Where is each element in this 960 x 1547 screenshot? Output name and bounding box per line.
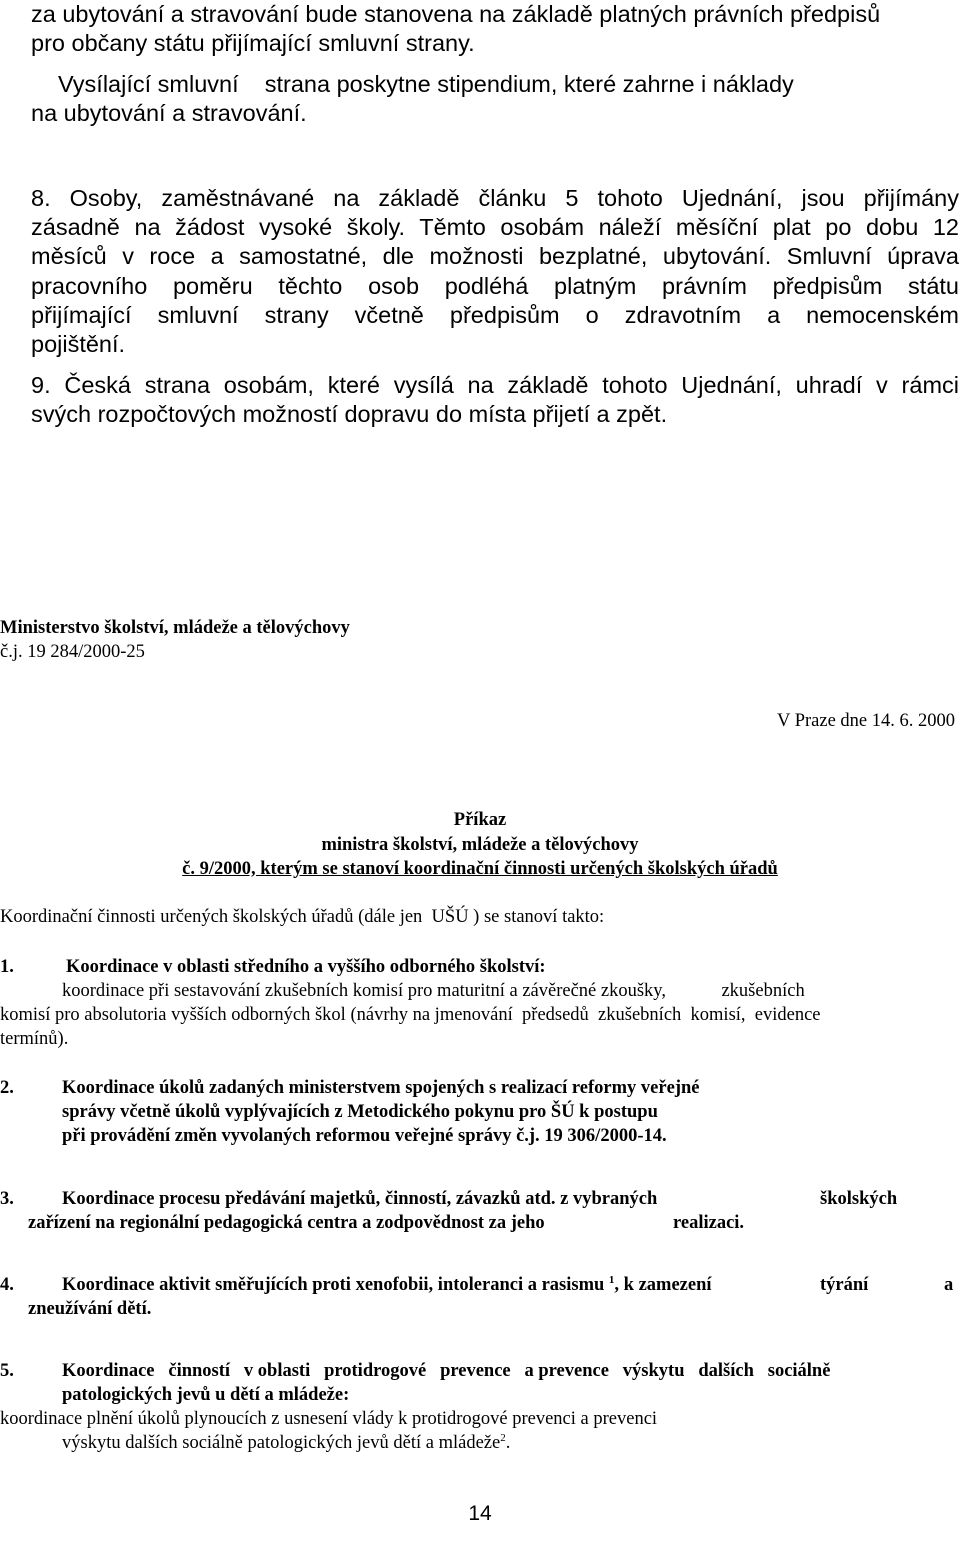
text-line: koordinace plnění úkolů plynoucích z usnesení vlády k protidrogové prevenci a prevenci bbox=[0, 1409, 658, 1429]
item-heading: zneužívání dětí. bbox=[28, 1299, 152, 1319]
item-heading: týrání bbox=[820, 1275, 869, 1295]
text-line: za ubytování a stravování bude stanovena na základě platných právních předpisů bbox=[31, 1, 881, 27]
item-heading: a bbox=[944, 1275, 954, 1295]
item-heading bbox=[62, 1273, 712, 1297]
heading-text: , k zamezení bbox=[614, 1275, 712, 1295]
text-line: svých rozpočtových možností dopravu do místa přijetí a zpět. bbox=[31, 401, 668, 427]
text-line: na ubytování a stravování. bbox=[31, 100, 307, 126]
title-line: Příkaz bbox=[453, 810, 507, 830]
heading-text: Koordinace aktivit směřujících proti xenofobii, intoleranci a rasismu bbox=[62, 1275, 605, 1295]
item-number: 5. bbox=[0, 1361, 14, 1381]
item-heading: patologických jevů u dětí a mládeže: bbox=[62, 1385, 350, 1405]
text-line: Vysílající smluvní strana poskytne stipendium, které zahrne i náklady bbox=[58, 71, 794, 97]
item-heading: školských bbox=[820, 1189, 898, 1209]
item-number: 3. bbox=[0, 1189, 14, 1209]
item-heading: Koordinace procesu předávání majetků, činností, závazků atd. z vybraných bbox=[62, 1189, 658, 1209]
text-line: přijímající smluvní strany včetně předpisům o zdravotním a nemocenském bbox=[31, 302, 959, 328]
text-line: pro občany státu přijímající smluvní strany. bbox=[31, 30, 475, 56]
intro-text: Koordinační činnosti určených školských úřadů (dále jen UŠÚ ) se stanoví takto: bbox=[0, 907, 605, 927]
item-heading: při provádění změn vyvolaných reformou veřejné správy č.j. 19 306/2000-14. bbox=[62, 1126, 667, 1146]
item-heading: zařízení na regionální pedagogická centra a zodpovědnost za jeho bbox=[28, 1213, 545, 1233]
text-line: koordinace při sestavování zkušebních komisí pro maturitní a závěrečné zkoušky, zkušebních bbox=[62, 981, 805, 1001]
item-heading: Koordinace úkolů zadaných ministerstvem spojených s realizací reformy veřejné bbox=[62, 1078, 700, 1098]
item-number: 2. bbox=[0, 1078, 14, 1098]
text-line: 8. Osoby, zaměstnávané na základě článku 5 tohoto Ujednání, jsou přijímány bbox=[31, 185, 959, 211]
title-line: č. 9/2000, kterým se stanoví koordinační činnosti určených školských úřadů bbox=[182, 859, 778, 879]
footnote-ref: 2 bbox=[500, 1432, 506, 1444]
ministry-name: Ministerstvo školství, mládeže a tělovýchovy bbox=[0, 618, 350, 638]
item-number: 4. bbox=[0, 1275, 14, 1295]
body-text: výskytu dalších sociálně patologických jevů dětí a mládeže bbox=[62, 1433, 501, 1453]
body-text: . bbox=[505, 1433, 511, 1453]
text-line: pracovního poměru těchto osob podléhá platným právním předpisům státu bbox=[31, 273, 959, 299]
item-heading: Koordinace v oblasti středního a vyššího odborného školství: bbox=[66, 957, 546, 977]
text-line: termínů). bbox=[0, 1029, 69, 1049]
text-line: měsíců v roce a samostatné, dle možnosti bezplatné, ubytování. Smluvní úprava bbox=[31, 243, 959, 269]
page-number: 14 bbox=[468, 1502, 492, 1525]
text-line: komisí pro absolutoria vyšších odborných škol (návrhy na jmenování předsedů zkušebních komisí, evidence bbox=[0, 1005, 821, 1025]
text-line: 9. Česká strana osobám, které vysílá na základě tohoto Ujednání, uhradí v rámci bbox=[31, 372, 959, 398]
footnote-ref: 1 bbox=[608, 1274, 615, 1286]
item-heading: realizaci. bbox=[673, 1213, 745, 1233]
title-line: ministra školství, mládeže a tělovýchovy bbox=[321, 835, 639, 855]
text-line: zásadně na žádost vysoké školy. Těmto osobám náleží měsíční plat po dobu 12 bbox=[31, 214, 959, 240]
place-date: V Praze dne 14. 6. 2000 bbox=[777, 711, 955, 731]
item-heading: správy včetně úkolů vyplývajících z Metodického pokynu pro ŠÚ k postupu bbox=[62, 1102, 658, 1122]
text-line: pojištění. bbox=[31, 331, 126, 357]
item-heading: Koordinace činností v oblasti protidrogové prevence a prevence výskytu dalších sociálně bbox=[62, 1361, 831, 1381]
reference-number: č.j. 19 284/2000-25 bbox=[0, 642, 145, 662]
text-line bbox=[62, 1431, 510, 1455]
item-number: 1. bbox=[0, 957, 14, 977]
